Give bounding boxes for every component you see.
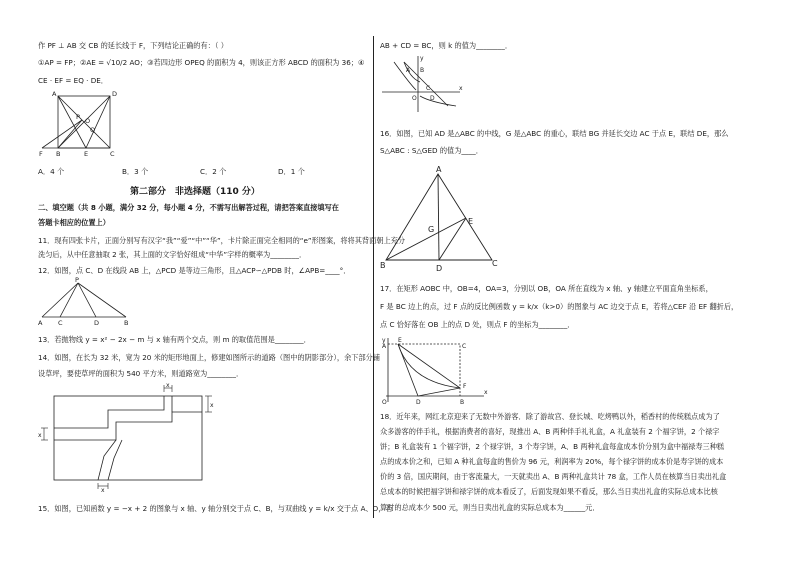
label-P: P [76,113,80,121]
road-field-figure [38,384,218,492]
label-G16: G [428,225,435,234]
q17-line3: 点 C 恰好落在 OB 上的点 D 处，则点 F 的坐标为________． [380,320,575,329]
label-A: A [52,90,57,98]
fill-heading-line1: 二、填空题（共 8 小题，满分 32 分，每小题 4 分，不需写出解答过程，请把答案直接填写在 [38,203,339,212]
label-C: C [110,150,115,158]
q11-line2: 洗匀后，从中任意抽取 2 张，其上面的文字恰好组成“中华”字样的概率为________． [38,250,307,259]
label-E: E [84,150,89,158]
square-figure [38,90,128,162]
label-C17: C [462,343,467,350]
q16-line1: 16．如图，已知 AD 是△ABC 的中线，G 是△ABC 的重心，联结 BG 并延长交边 AC 于点 E，联结 DE，那么 [380,129,729,138]
q14-line2: 设草坪，要使草坪的面积为 540 平方米，则道路宽为________． [38,369,244,378]
label-Q: Q [90,126,96,134]
q13-text: 13．若抛物线 y = x² − 2x − m 与 x 轴有两个交点，则 m 的取值范围是________． [38,335,311,344]
q18-line7: 算时的总成本少 500 元，则当日卖出礼盒的实际总成本为______元． [380,503,600,512]
label-B17: B [460,399,465,406]
label-O: O [85,117,91,125]
label-B15: B [420,67,425,74]
q18-line2: 众多游客的伴手礼，根据消费者的喜好，现推出 A、B 两种伴手礼礼盒，A 礼盒装有 2 个福字饼，2 个禄字 [380,427,720,436]
choice-c: C．2 个 [200,167,227,176]
label-D17: D [416,399,421,406]
q18-line5: 价的 3 倍，国庆期间，由于客流量大，一天就卖出 A、B 两种礼盒共计 78 盒，工作人员在核算当日卖出礼盒 [380,472,727,481]
column-divider [373,36,374,518]
q16-line2: S△ABC : S△GED 的值为____． [380,146,483,155]
label-x-right: x [210,402,214,409]
label-x-top: x [166,382,170,389]
centroid-triangle-figure [380,164,510,272]
label-A16: A [436,165,442,174]
q17-line1: 17．在矩形 AOBC 中，OB=4，OA=3，分别以 OB，OA 所在直线为 x 轴、y 轴建立平面直角坐标系， [380,284,713,293]
label-F17: F [463,383,467,390]
label-D16: D [436,264,443,273]
label-D: D [112,90,118,98]
choice-b: B．3 个 [122,167,149,176]
label-F: F [39,150,43,158]
label-E16: E [468,217,474,226]
label-D15: D [430,95,435,102]
fill-heading-line2: 答题卡相应的位置上） [38,218,110,227]
label-C15: C [426,85,431,92]
label-x-left: x [38,432,42,439]
label-O17: O [382,399,387,406]
label-A12: A [38,319,43,327]
q15-continued: AB + CD = BC，则 k 的值为________． [380,41,513,50]
q15-text: 15．如图，已知函数 y = −x + 2 的图象与 x 轴、y 轴分别交于点 C、B，与双曲线 y = k/x 交于点 A、D，若 [38,504,393,513]
q10-text-line2: ①AP = FP；②AE = √10/2 AO；③若四边形 OPEQ 的面积为 4，则该正方形 ABCD 的面积为 36；④ [38,58,365,67]
label-E17: E [398,337,402,344]
label-B12: B [124,319,129,327]
label-C12: C [58,319,63,327]
choice-d: D．1 个 [278,167,305,176]
label-B: B [56,150,61,158]
q12-text: 12．如图，点 C、D 在线段 AB 上，△PCD 是等边三角形，且△ACP∽△PDB 时，∠APB=____°． [38,266,351,275]
label-A15: A [406,67,411,74]
triangle-pcd-figure [38,277,134,327]
label-O15: O [412,95,417,102]
label-x17: x [484,389,488,396]
q10-text-line1: 作 PF ⊥ AB 交 CB 的延长线于 F，下列结论正确的有：（ ） [38,41,228,50]
label-P12: P [75,276,79,284]
q18-line3: 饼；B 礼盒装有 1 个福字饼，2 个禄字饼，3 个寿字饼，A、B 两种礼盒每盒成本价分别为盒中福禄寿三种糕 [380,442,725,451]
q14-line1: 14．如图，在长为 32 米，宽为 20 米的矩形地面上，修建如图所示的道路（图中的阴影部分），余下部分铺 [38,353,381,362]
q18-line4: 点的成本价之和，已知 A 种礼盒每盒的售价为 96 元，利润率为 20%，每个禄字饼的成本价是寿字饼的成本 [380,457,724,466]
part2-heading: 第二部分 非选择题（110 分） [130,187,260,197]
hyperbola-figure [380,54,464,114]
label-B16: B [380,261,386,270]
q11-line1: 11．现有四张卡片，正面分别写有汉字“我”“爱”“中”“华”，卡片除正面完全相同的“e”形图案，将将其背面朝上充分 [38,236,406,245]
label-x-bottom: x [101,487,105,494]
label-y15: y [420,55,424,62]
q18-line6: 总成本的时候把福字饼和禄字饼的成本看反了，后面发现如果不看反，那么当日卖出礼盒的实际总成本比核 [380,487,718,496]
choice-a: A．4 个 [38,167,65,176]
label-C16: C [492,259,498,268]
q10-text-line3: CE · EF = EQ · DE． [38,76,108,85]
label-A17: A [382,343,387,350]
q17-line2: F 是 BC 边上的点，过 F 点的反比例函数 y = k/x（k>0）的图象与 AC 边交于点 E，若将△CEF 沿 EF 翻折后， [380,302,739,311]
label-D12: D [94,319,100,327]
label-y17: y [382,337,386,344]
q18-line1: 18．近年来，网红北京迎来了无数中外游客．除了游故宫、登长城、吃烤鸭以外，稻香村的传统糕点成为了 [380,412,720,421]
label-x15: x [459,85,463,92]
rectangle-fold-figure [380,336,490,406]
